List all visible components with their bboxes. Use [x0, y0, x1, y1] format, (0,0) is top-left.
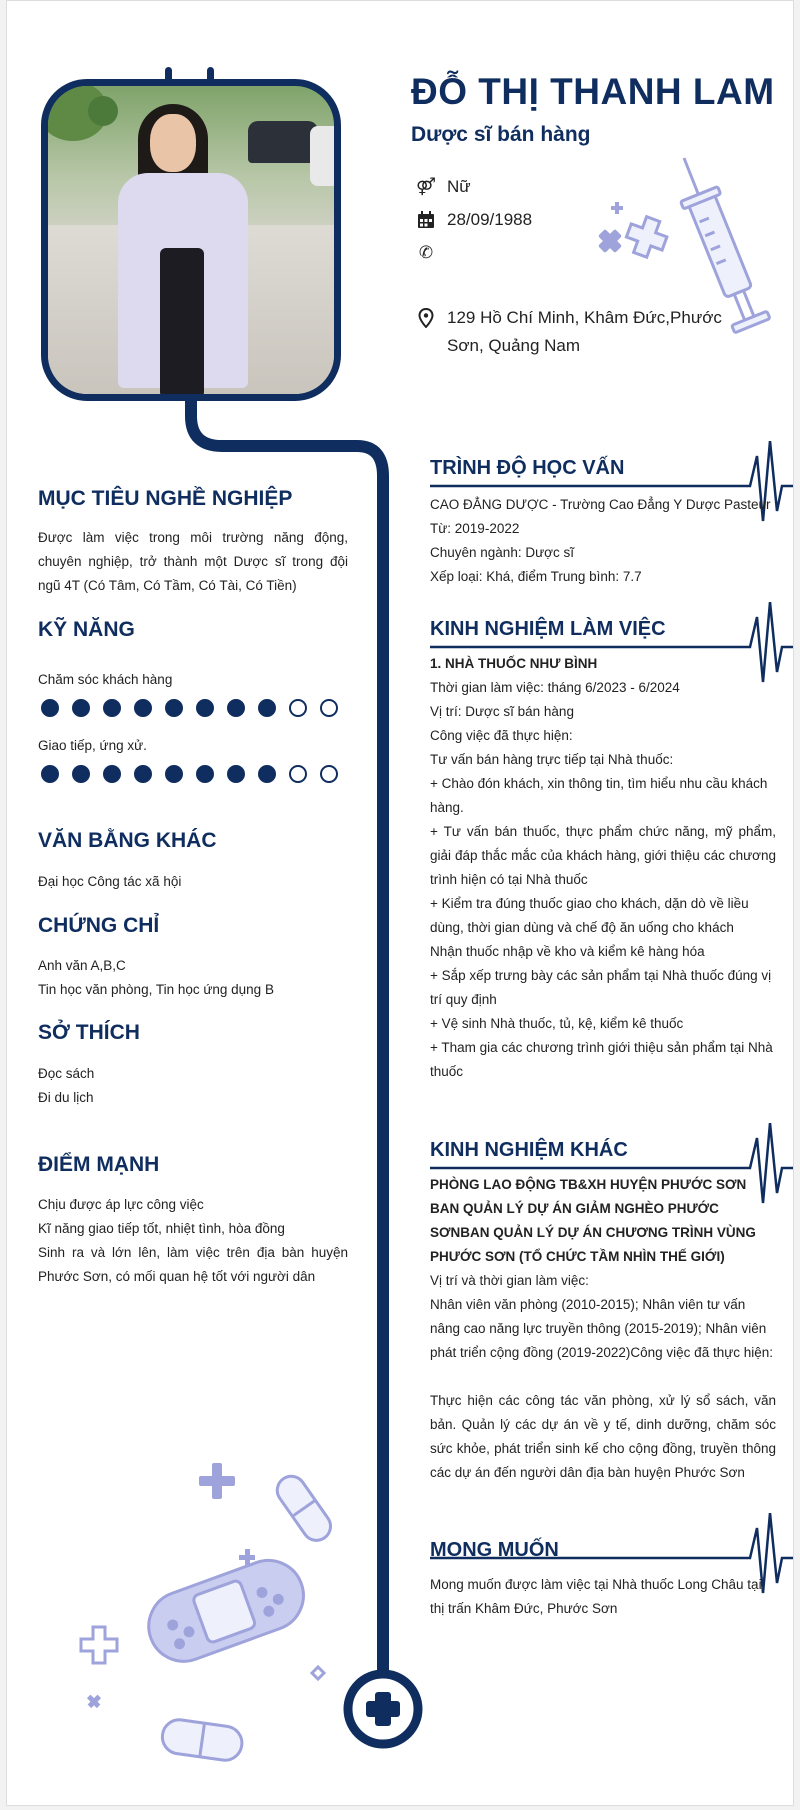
- wish-title: MONG MUỐN: [430, 1539, 559, 1561]
- experience-period: Thời gian làm việc: tháng 6/2023 - 6/2024: [430, 680, 680, 695]
- education-title: TRÌNH ĐỘ HỌC VẤN: [430, 457, 625, 479]
- strength-item: Sinh ra và lớn lên, làm việc trên địa bàn huyện Phước Sơn, có mối quan hệ tốt với người dân: [38, 1245, 348, 1284]
- certificates-title: CHỨNG CHỈ: [38, 914, 160, 937]
- certificate-item: Anh văn A,B,C: [38, 958, 126, 973]
- strength-item: Chịu được áp lực công việc: [38, 1197, 204, 1212]
- other-degrees-title: VĂN BẰNG KHÁC: [38, 829, 217, 852]
- gender-value: Nữ: [447, 177, 471, 196]
- certificate-item: Tin học văn phòng, Tin học ứng dụng B: [38, 982, 274, 997]
- wish-text: Mong muốn được làm việc tại Nhà thuốc Long Châu tại thị trấn Khâm Đức, Phước Sơn: [430, 1577, 762, 1616]
- objective-title: MỤC TIÊU NGHỀ NGHIỆP: [38, 487, 293, 510]
- objective-text: Được làm việc trong môi trường năng động, chuyên nghiệp, trở thành một Dược sĩ trong đội ngũ 4T (Có Tâm, Có Tầm, Có Tài, Có Tiền): [38, 530, 348, 593]
- education-line: Chuyên ngành: Dược sĩ: [430, 545, 574, 560]
- experience-duty: + Tham gia các chương trình giới thiệu sản phẩm tại Nhà thuốc: [430, 1040, 773, 1079]
- phone-icon: ✆: [418, 243, 434, 262]
- hobby-item: Đi du lịch: [38, 1090, 94, 1105]
- candidate-role: Dược sĩ bán hàng: [411, 123, 591, 146]
- skill-label: Giao tiếp, ứng xử.: [38, 738, 147, 753]
- hobbies-title: SỞ THÍCH: [38, 1021, 140, 1044]
- experience-position: Vị trí: Dược sĩ bán hàng: [430, 704, 574, 719]
- experience-duties-label: Công việc đã thực hiện:: [430, 728, 573, 743]
- education-line: Xếp loại: Khá, điểm Trung bình: 7.7: [430, 569, 642, 584]
- education-line: CAO ĐẲNG DƯỢC - Trường Cao Đẳng Y Dược Pasteur: [430, 497, 771, 512]
- other-degree-item: Đại học Công tác xã hội: [38, 874, 182, 889]
- candidate-name: ĐỖ THỊ THANH LAM: [411, 71, 775, 112]
- address-line1: 129 Hồ Chí Minh, Khâm Đức,Phước: [447, 308, 722, 327]
- other-experience-positions: Nhân viên văn phòng (2010-2015); Nhân viên tư vấn nâng cao năng lực truyền thông (2015-2019); Nhân viên phát triển cộng đồng (2019-2022)Công việc đã thực hiện:: [430, 1297, 774, 1360]
- other-experience-label: Vị trí và thời gian làm việc:: [430, 1273, 589, 1288]
- experience-intro: Tư vấn bán hàng trực tiếp tại Nhà thuốc:: [430, 752, 674, 767]
- birthdate-row: [417, 210, 532, 230]
- other-experience-work: Thực hiện các công tác văn phòng, xử lý sổ sách, văn bản. Quản lý các dự án về y tế, dinh dưỡng, chăm sóc sức khỏe, phát triển sinh kế cho cộng đồng, truyền thông các dự án đến người dân địa bàn huyện Phước Sơn: [430, 1393, 776, 1480]
- bandage-pill-illustration: [67, 1451, 347, 1771]
- strengths-title: ĐIỂM MẠNH: [38, 1153, 160, 1176]
- calendar-icon: [417, 210, 435, 230]
- education-line: Từ: 2019-2022: [430, 521, 520, 536]
- cv-page: [6, 0, 794, 1806]
- other-experience-org: PHÒNG LAO ĐỘNG TB&XH HUYỆN PHƯỚC SƠN BAN QUẢN LÝ DỰ ÁN GIẢM NGHÈO PHƯỚC SƠNBAN QUẢN LÝ DỰ ÁN CHƯƠNG TRÌNH VÙNG PHƯỚC SƠN (TỔ CHỨC TẦM NHÌN THẾ GIỚI): [430, 1177, 756, 1264]
- experience-duty: + Vệ sinh Nhà thuốc, tủ, kệ, kiểm kê thuốc: [430, 1016, 684, 1031]
- profile-photo: [41, 79, 341, 401]
- experience-duty: + Chào đón khách, xin thông tin, tìm hiểu nhu cầu khách hàng.: [430, 776, 768, 815]
- experience-company: 1. NHÀ THUỐC NHƯ BÌNH: [430, 656, 598, 671]
- location-pin-icon: [417, 308, 435, 328]
- gender-icon: ⚤: [416, 177, 436, 196]
- syringe-illustration: [572, 156, 794, 356]
- experience-duty: Nhận thuốc nhập về kho và kiểm kê hàng hóa: [430, 944, 705, 959]
- skills-title: KỸ NĂNG: [38, 618, 135, 641]
- experience-duty: + Tư vấn bán thuốc, thực phẩm chức năng, mỹ phẩm, giải đáp thắc mắc của khách hàng, giới thiệu các chương trình hiện có tại Nhà thuốc: [430, 824, 776, 887]
- address-line2: Sơn, Quảng Nam: [447, 336, 581, 355]
- other-experience-title: KINH NGHIỆM KHÁC: [430, 1139, 628, 1161]
- birthdate-value: 28/09/1988: [447, 210, 533, 229]
- experience-duty: + Sắp xếp trưng bày các sản phẩm tại Nhà thuốc đúng vị trí quy định: [430, 968, 772, 1007]
- experience-title: KINH NGHIỆM LÀM VIỆC: [430, 618, 666, 640]
- skill-rating: [41, 699, 338, 717]
- gender-row: [417, 177, 471, 197]
- hobby-item: Đọc sách: [38, 1066, 95, 1081]
- experience-duty: + Kiểm tra đúng thuốc giao cho khách, dặn dò về liều dùng, thời gian dùng và chế độ ăn uống cho khách: [430, 896, 749, 935]
- skill-rating: [41, 765, 338, 783]
- skill-label: Chăm sóc khách hàng: [38, 672, 173, 687]
- phone-row: [417, 243, 447, 263]
- strength-item: Kĩ năng giao tiếp tốt, nhiệt tình, hòa đồng: [38, 1221, 285, 1236]
